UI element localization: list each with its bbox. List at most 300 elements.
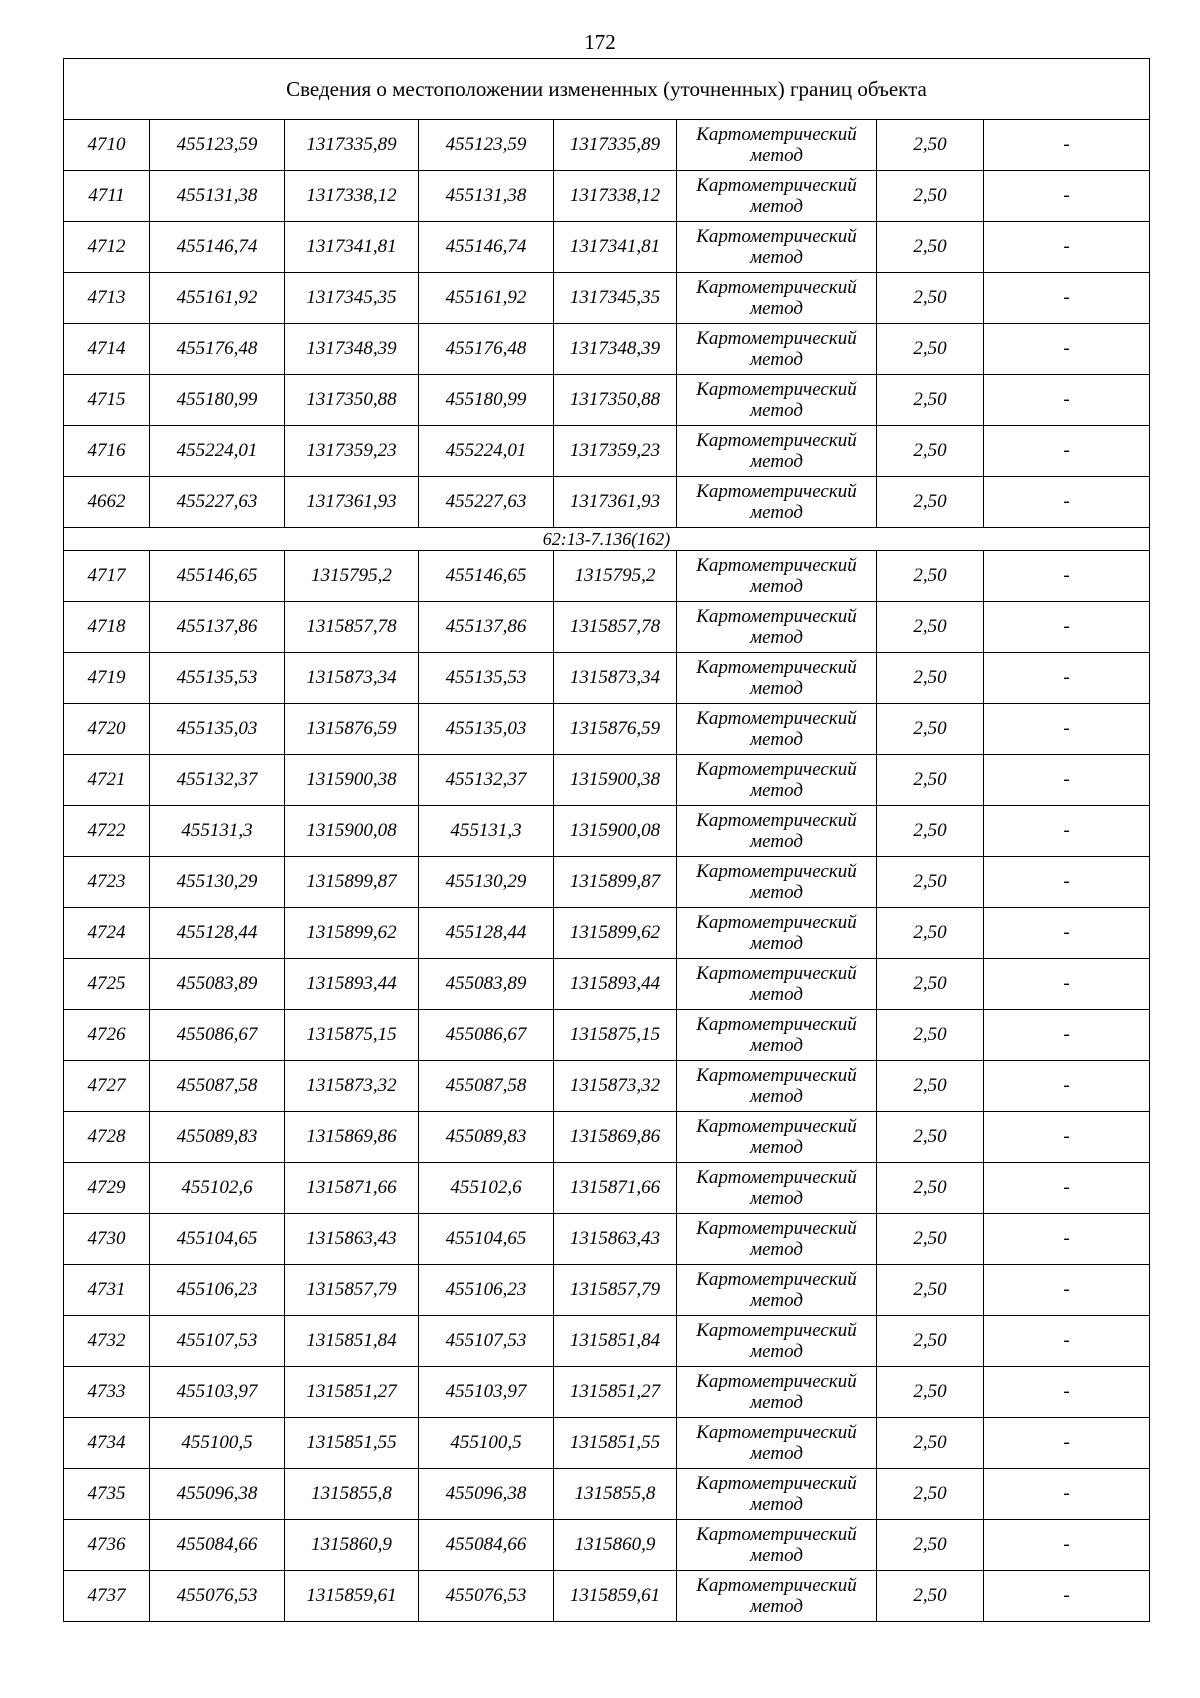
y-refined-cell: 1317345,35 xyxy=(554,273,677,324)
method-line2: метод xyxy=(750,882,803,903)
description-cell: - xyxy=(984,324,1150,375)
x-existing-cell: 455227,63 xyxy=(150,477,285,528)
y-refined-cell: 1315873,32 xyxy=(554,1061,677,1112)
method-cell xyxy=(677,222,877,273)
description-cell: - xyxy=(984,755,1150,806)
x-existing-cell: 455106,23 xyxy=(150,1265,285,1316)
table-row xyxy=(64,273,1150,324)
description-cell: - xyxy=(984,1163,1150,1214)
x-refined-cell: 455131,38 xyxy=(419,171,554,222)
y-existing-cell: 1315869,86 xyxy=(285,1112,419,1163)
y-refined-cell: 1317350,88 xyxy=(554,375,677,426)
method-cell xyxy=(677,806,877,857)
description-cell: - xyxy=(984,1571,1150,1622)
y-existing-cell: 1317350,88 xyxy=(285,375,419,426)
point-number-cell: 4714 xyxy=(64,324,150,375)
description-cell: - xyxy=(984,375,1150,426)
method-line2: метод xyxy=(750,729,803,750)
table-row xyxy=(64,1061,1150,1112)
point-number-cell: 4712 xyxy=(64,222,150,273)
accuracy-cell: 2,50 xyxy=(877,806,984,857)
method-line1: Картометрический xyxy=(696,759,857,780)
method-cell xyxy=(677,1469,877,1520)
method-cell xyxy=(677,120,877,171)
x-existing-cell: 455130,29 xyxy=(150,857,285,908)
table-row xyxy=(64,1265,1150,1316)
method-line2: метод xyxy=(750,1239,803,1260)
x-refined-cell: 455227,63 xyxy=(419,477,554,528)
y-existing-cell: 1317335,89 xyxy=(285,120,419,171)
method-line1: Картометрический xyxy=(696,430,857,451)
point-number-cell: 4720 xyxy=(64,704,150,755)
table-row xyxy=(64,324,1150,375)
y-existing-cell: 1315859,61 xyxy=(285,1571,419,1622)
method-cell xyxy=(677,653,877,704)
y-existing-cell: 1315857,79 xyxy=(285,1265,419,1316)
method-cell xyxy=(677,171,877,222)
y-existing-cell: 1315900,38 xyxy=(285,755,419,806)
x-refined-cell: 455106,23 xyxy=(419,1265,554,1316)
description-cell: - xyxy=(984,426,1150,477)
y-existing-cell: 1317341,81 xyxy=(285,222,419,273)
point-number-cell: 4736 xyxy=(64,1520,150,1571)
method-line2: метод xyxy=(750,1086,803,1107)
x-existing-cell: 455123,59 xyxy=(150,120,285,171)
table-row xyxy=(64,704,1150,755)
x-refined-cell: 455176,48 xyxy=(419,324,554,375)
point-number-cell: 4715 xyxy=(64,375,150,426)
y-refined-cell: 1315900,08 xyxy=(554,806,677,857)
table-row xyxy=(64,653,1150,704)
method-line1: Картометрический xyxy=(696,226,857,247)
description-cell: - xyxy=(984,1367,1150,1418)
table-row xyxy=(64,1571,1150,1622)
method-line1: Картометрический xyxy=(696,1014,857,1035)
x-refined-cell: 455089,83 xyxy=(419,1112,554,1163)
x-refined-cell: 455086,67 xyxy=(419,1010,554,1061)
method-line2: метод xyxy=(750,678,803,699)
y-existing-cell: 1315873,32 xyxy=(285,1061,419,1112)
point-number-cell: 4711 xyxy=(64,171,150,222)
x-refined-cell: 455180,99 xyxy=(419,375,554,426)
y-refined-cell: 1315860,9 xyxy=(554,1520,677,1571)
accuracy-cell: 2,50 xyxy=(877,222,984,273)
description-cell: - xyxy=(984,1265,1150,1316)
description-cell: - xyxy=(984,273,1150,324)
y-existing-cell: 1315857,78 xyxy=(285,602,419,653)
method-line1: Картометрический xyxy=(696,1269,857,1290)
y-existing-cell: 1315851,27 xyxy=(285,1367,419,1418)
x-existing-cell: 455102,6 xyxy=(150,1163,285,1214)
method-cell xyxy=(677,1418,877,1469)
x-existing-cell: 455096,38 xyxy=(150,1469,285,1520)
accuracy-cell: 2,50 xyxy=(877,959,984,1010)
method-line1: Картометрический xyxy=(696,1371,857,1392)
y-existing-cell: 1315899,87 xyxy=(285,857,419,908)
table-title-row xyxy=(64,59,1150,120)
x-refined-cell: 455096,38 xyxy=(419,1469,554,1520)
x-existing-cell: 455146,65 xyxy=(150,551,285,602)
section-header-row xyxy=(64,528,1150,551)
x-refined-cell: 455146,74 xyxy=(419,222,554,273)
method-line1: Картометрический xyxy=(696,810,857,831)
y-refined-cell: 1317361,93 xyxy=(554,477,677,528)
point-number-cell: 4734 xyxy=(64,1418,150,1469)
x-refined-cell: 455135,53 xyxy=(419,653,554,704)
point-number-cell: 4713 xyxy=(64,273,150,324)
table-row xyxy=(64,1367,1150,1418)
table-row xyxy=(64,222,1150,273)
method-line2: метод xyxy=(750,627,803,648)
table-row xyxy=(64,1010,1150,1061)
page-number: 172 xyxy=(584,30,616,54)
method-cell xyxy=(677,324,877,375)
table-row xyxy=(64,1112,1150,1163)
y-existing-cell: 1315876,59 xyxy=(285,704,419,755)
table-row xyxy=(64,806,1150,857)
method-line2: метод xyxy=(750,451,803,472)
method-line1: Картометрический xyxy=(696,481,857,502)
x-existing-cell: 455104,65 xyxy=(150,1214,285,1265)
method-cell xyxy=(677,426,877,477)
point-number-cell: 4728 xyxy=(64,1112,150,1163)
method-line1: Картометрический xyxy=(696,1473,857,1494)
y-existing-cell: 1317361,93 xyxy=(285,477,419,528)
x-existing-cell: 455146,74 xyxy=(150,222,285,273)
point-number-cell: 4716 xyxy=(64,426,150,477)
x-existing-cell: 455132,37 xyxy=(150,755,285,806)
x-refined-cell: 455103,97 xyxy=(419,1367,554,1418)
method-line1: Картометрический xyxy=(696,1422,857,1443)
point-number-cell: 4710 xyxy=(64,120,150,171)
x-refined-cell: 455132,37 xyxy=(419,755,554,806)
description-cell: - xyxy=(984,704,1150,755)
description-cell: - xyxy=(984,602,1150,653)
y-refined-cell: 1317338,12 xyxy=(554,171,677,222)
method-line1: Картометрический xyxy=(696,1320,857,1341)
accuracy-cell: 2,50 xyxy=(877,602,984,653)
point-number-cell: 4732 xyxy=(64,1316,150,1367)
method-line2: метод xyxy=(750,1035,803,1056)
table-row xyxy=(64,1316,1150,1367)
x-refined-cell: 455102,6 xyxy=(419,1163,554,1214)
method-line2: метод xyxy=(750,1443,803,1464)
x-existing-cell: 455076,53 xyxy=(150,1571,285,1622)
x-existing-cell: 455180,99 xyxy=(150,375,285,426)
method-line2: метод xyxy=(750,145,803,166)
y-refined-cell: 1315899,62 xyxy=(554,908,677,959)
x-refined-cell: 455107,53 xyxy=(419,1316,554,1367)
x-existing-cell: 455089,83 xyxy=(150,1112,285,1163)
y-existing-cell: 1317345,35 xyxy=(285,273,419,324)
method-cell xyxy=(677,1571,877,1622)
y-refined-cell: 1315851,27 xyxy=(554,1367,677,1418)
x-refined-cell: 455084,66 xyxy=(419,1520,554,1571)
accuracy-cell: 2,50 xyxy=(877,857,984,908)
accuracy-cell: 2,50 xyxy=(877,755,984,806)
method-line1: Картометрический xyxy=(696,124,857,145)
y-existing-cell: 1315795,2 xyxy=(285,551,419,602)
description-cell: - xyxy=(984,222,1150,273)
point-number-cell: 4723 xyxy=(64,857,150,908)
x-refined-cell: 455137,86 xyxy=(419,602,554,653)
point-number-cell: 4662 xyxy=(64,477,150,528)
method-cell xyxy=(677,1367,877,1418)
method-cell xyxy=(677,908,877,959)
y-refined-cell: 1315873,34 xyxy=(554,653,677,704)
x-existing-cell: 455107,53 xyxy=(150,1316,285,1367)
y-existing-cell: 1315860,9 xyxy=(285,1520,419,1571)
method-cell xyxy=(677,1010,877,1061)
method-cell xyxy=(677,1265,877,1316)
x-refined-cell: 455224,01 xyxy=(419,426,554,477)
method-line2: метод xyxy=(750,247,803,268)
x-existing-cell: 455131,38 xyxy=(150,171,285,222)
accuracy-cell: 2,50 xyxy=(877,426,984,477)
accuracy-cell: 2,50 xyxy=(877,1469,984,1520)
accuracy-cell: 2,50 xyxy=(877,1010,984,1061)
method-line2: метод xyxy=(750,196,803,217)
method-line1: Картометрический xyxy=(696,1575,857,1596)
method-cell xyxy=(677,857,877,908)
description-cell: - xyxy=(984,551,1150,602)
table-row xyxy=(64,375,1150,426)
x-existing-cell: 455128,44 xyxy=(150,908,285,959)
y-refined-cell: 1315851,55 xyxy=(554,1418,677,1469)
method-line2: метод xyxy=(750,780,803,801)
y-refined-cell: 1317359,23 xyxy=(554,426,677,477)
x-refined-cell: 455131,3 xyxy=(419,806,554,857)
accuracy-cell: 2,50 xyxy=(877,1571,984,1622)
method-cell xyxy=(677,1061,877,1112)
accuracy-cell: 2,50 xyxy=(877,375,984,426)
accuracy-cell: 2,50 xyxy=(877,653,984,704)
method-cell xyxy=(677,1214,877,1265)
method-cell xyxy=(677,273,877,324)
x-refined-cell: 455104,65 xyxy=(419,1214,554,1265)
method-line1: Картометрический xyxy=(696,606,857,627)
description-cell: - xyxy=(984,171,1150,222)
y-refined-cell: 1315893,44 xyxy=(554,959,677,1010)
description-cell: - xyxy=(984,959,1150,1010)
y-existing-cell: 1315851,55 xyxy=(285,1418,419,1469)
x-existing-cell: 455103,97 xyxy=(150,1367,285,1418)
description-cell: - xyxy=(984,1010,1150,1061)
table-row xyxy=(64,426,1150,477)
method-line1: Картометрический xyxy=(696,328,857,349)
y-existing-cell: 1317359,23 xyxy=(285,426,419,477)
table-row xyxy=(64,1214,1150,1265)
y-existing-cell: 1315873,34 xyxy=(285,653,419,704)
point-number-cell: 4717 xyxy=(64,551,150,602)
point-number-cell: 4729 xyxy=(64,1163,150,1214)
description-cell: - xyxy=(984,806,1150,857)
y-existing-cell: 1315871,66 xyxy=(285,1163,419,1214)
method-line2: метод xyxy=(750,1494,803,1515)
y-refined-cell: 1315851,84 xyxy=(554,1316,677,1367)
table-row xyxy=(64,477,1150,528)
method-line2: метод xyxy=(750,933,803,954)
y-refined-cell: 1315857,79 xyxy=(554,1265,677,1316)
method-line2: метод xyxy=(750,1596,803,1617)
x-existing-cell: 455087,58 xyxy=(150,1061,285,1112)
x-refined-cell: 455135,03 xyxy=(419,704,554,755)
accuracy-cell: 2,50 xyxy=(877,273,984,324)
method-cell xyxy=(677,477,877,528)
method-line1: Картометрический xyxy=(696,175,857,196)
method-line2: метод xyxy=(750,1188,803,1209)
y-refined-cell: 1315859,61 xyxy=(554,1571,677,1622)
y-refined-cell: 1315871,66 xyxy=(554,1163,677,1214)
method-line1: Картометрический xyxy=(696,708,857,729)
method-line2: метод xyxy=(750,502,803,523)
table-row xyxy=(64,857,1150,908)
method-line2: метод xyxy=(750,349,803,370)
y-refined-cell: 1317348,39 xyxy=(554,324,677,375)
point-number-cell: 4726 xyxy=(64,1010,150,1061)
point-number-cell: 4725 xyxy=(64,959,150,1010)
method-cell xyxy=(677,1163,877,1214)
y-existing-cell: 1315863,43 xyxy=(285,1214,419,1265)
description-cell: - xyxy=(984,1520,1150,1571)
method-line2: метод xyxy=(750,1545,803,1566)
y-refined-cell: 1315857,78 xyxy=(554,602,677,653)
y-existing-cell: 1315900,08 xyxy=(285,806,419,857)
method-line1: Картометрический xyxy=(696,1524,857,1545)
method-cell xyxy=(677,704,877,755)
table-row xyxy=(64,1163,1150,1214)
point-number-cell: 4737 xyxy=(64,1571,150,1622)
x-refined-cell: 455146,65 xyxy=(419,551,554,602)
table-title: Сведения о местоположении измененных (уточненных) границ объекта xyxy=(64,59,1150,120)
description-cell: - xyxy=(984,1418,1150,1469)
method-line1: Картометрический xyxy=(696,912,857,933)
accuracy-cell: 2,50 xyxy=(877,1112,984,1163)
table-body xyxy=(64,59,1150,1622)
method-cell xyxy=(677,1316,877,1367)
boundary-coordinates-table xyxy=(63,58,1150,1622)
method-line2: метод xyxy=(750,1392,803,1413)
point-number-cell: 4730 xyxy=(64,1214,150,1265)
method-line1: Картометрический xyxy=(696,963,857,984)
y-refined-cell: 1315899,87 xyxy=(554,857,677,908)
x-refined-cell: 455087,58 xyxy=(419,1061,554,1112)
accuracy-cell: 2,50 xyxy=(877,1214,984,1265)
y-refined-cell: 1315869,86 xyxy=(554,1112,677,1163)
accuracy-cell: 2,50 xyxy=(877,1163,984,1214)
table-row xyxy=(64,602,1150,653)
accuracy-cell: 2,50 xyxy=(877,477,984,528)
description-cell: - xyxy=(984,120,1150,171)
method-line2: метод xyxy=(750,1137,803,1158)
method-line2: метод xyxy=(750,831,803,852)
accuracy-cell: 2,50 xyxy=(877,171,984,222)
table-row xyxy=(64,171,1150,222)
method-line2: метод xyxy=(750,1290,803,1311)
method-line1: Картометрический xyxy=(696,657,857,678)
method-line2: метод xyxy=(750,400,803,421)
y-existing-cell: 1315855,8 xyxy=(285,1469,419,1520)
y-existing-cell: 1315899,62 xyxy=(285,908,419,959)
point-number-cell: 4727 xyxy=(64,1061,150,1112)
method-line1: Картометрический xyxy=(696,861,857,882)
x-refined-cell: 455128,44 xyxy=(419,908,554,959)
accuracy-cell: 2,50 xyxy=(877,908,984,959)
y-refined-cell: 1315863,43 xyxy=(554,1214,677,1265)
point-number-cell: 4718 xyxy=(64,602,150,653)
x-existing-cell: 455224,01 xyxy=(150,426,285,477)
description-cell: - xyxy=(984,857,1150,908)
y-refined-cell: 1315795,2 xyxy=(554,551,677,602)
x-refined-cell: 455161,92 xyxy=(419,273,554,324)
point-number-cell: 4724 xyxy=(64,908,150,959)
method-cell xyxy=(677,1520,877,1571)
x-refined-cell: 455130,29 xyxy=(419,857,554,908)
x-refined-cell: 455123,59 xyxy=(419,120,554,171)
table-row xyxy=(64,1520,1150,1571)
description-cell: - xyxy=(984,1061,1150,1112)
x-existing-cell: 455135,03 xyxy=(150,704,285,755)
method-line1: Картометрический xyxy=(696,277,857,298)
x-existing-cell: 455083,89 xyxy=(150,959,285,1010)
table-row xyxy=(64,1418,1150,1469)
y-existing-cell: 1315851,84 xyxy=(285,1316,419,1367)
table-row xyxy=(64,551,1150,602)
method-cell xyxy=(677,551,877,602)
point-number-cell: 4719 xyxy=(64,653,150,704)
accuracy-cell: 2,50 xyxy=(877,1367,984,1418)
section-label: 62:13-7.136(162) xyxy=(64,528,1150,551)
method-cell xyxy=(677,375,877,426)
method-line1: Картометрический xyxy=(696,555,857,576)
accuracy-cell: 2,50 xyxy=(877,1316,984,1367)
description-cell: - xyxy=(984,1469,1150,1520)
x-existing-cell: 455137,86 xyxy=(150,602,285,653)
description-cell: - xyxy=(984,1112,1150,1163)
x-existing-cell: 455084,66 xyxy=(150,1520,285,1571)
x-refined-cell: 455083,89 xyxy=(419,959,554,1010)
y-existing-cell: 1315893,44 xyxy=(285,959,419,1010)
y-existing-cell: 1315875,15 xyxy=(285,1010,419,1061)
method-line1: Картометрический xyxy=(696,1218,857,1239)
description-cell: - xyxy=(984,1316,1150,1367)
table-row xyxy=(64,120,1150,171)
method-line1: Картометрический xyxy=(696,379,857,400)
table-row xyxy=(64,1469,1150,1520)
y-refined-cell: 1315855,8 xyxy=(554,1469,677,1520)
point-number-cell: 4733 xyxy=(64,1367,150,1418)
method-line1: Картометрический xyxy=(696,1065,857,1086)
x-existing-cell: 455135,53 xyxy=(150,653,285,704)
method-line2: метод xyxy=(750,984,803,1005)
accuracy-cell: 2,50 xyxy=(877,1520,984,1571)
description-cell: - xyxy=(984,653,1150,704)
method-cell xyxy=(677,602,877,653)
description-cell: - xyxy=(984,477,1150,528)
y-refined-cell: 1315900,38 xyxy=(554,755,677,806)
y-existing-cell: 1317348,39 xyxy=(285,324,419,375)
method-cell xyxy=(677,755,877,806)
method-cell xyxy=(677,1112,877,1163)
accuracy-cell: 2,50 xyxy=(877,1061,984,1112)
x-existing-cell: 455100,5 xyxy=(150,1418,285,1469)
point-number-cell: 4721 xyxy=(64,755,150,806)
accuracy-cell: 2,50 xyxy=(877,1265,984,1316)
accuracy-cell: 2,50 xyxy=(877,551,984,602)
x-refined-cell: 455100,5 xyxy=(419,1418,554,1469)
x-existing-cell: 455131,3 xyxy=(150,806,285,857)
description-cell: - xyxy=(984,1214,1150,1265)
